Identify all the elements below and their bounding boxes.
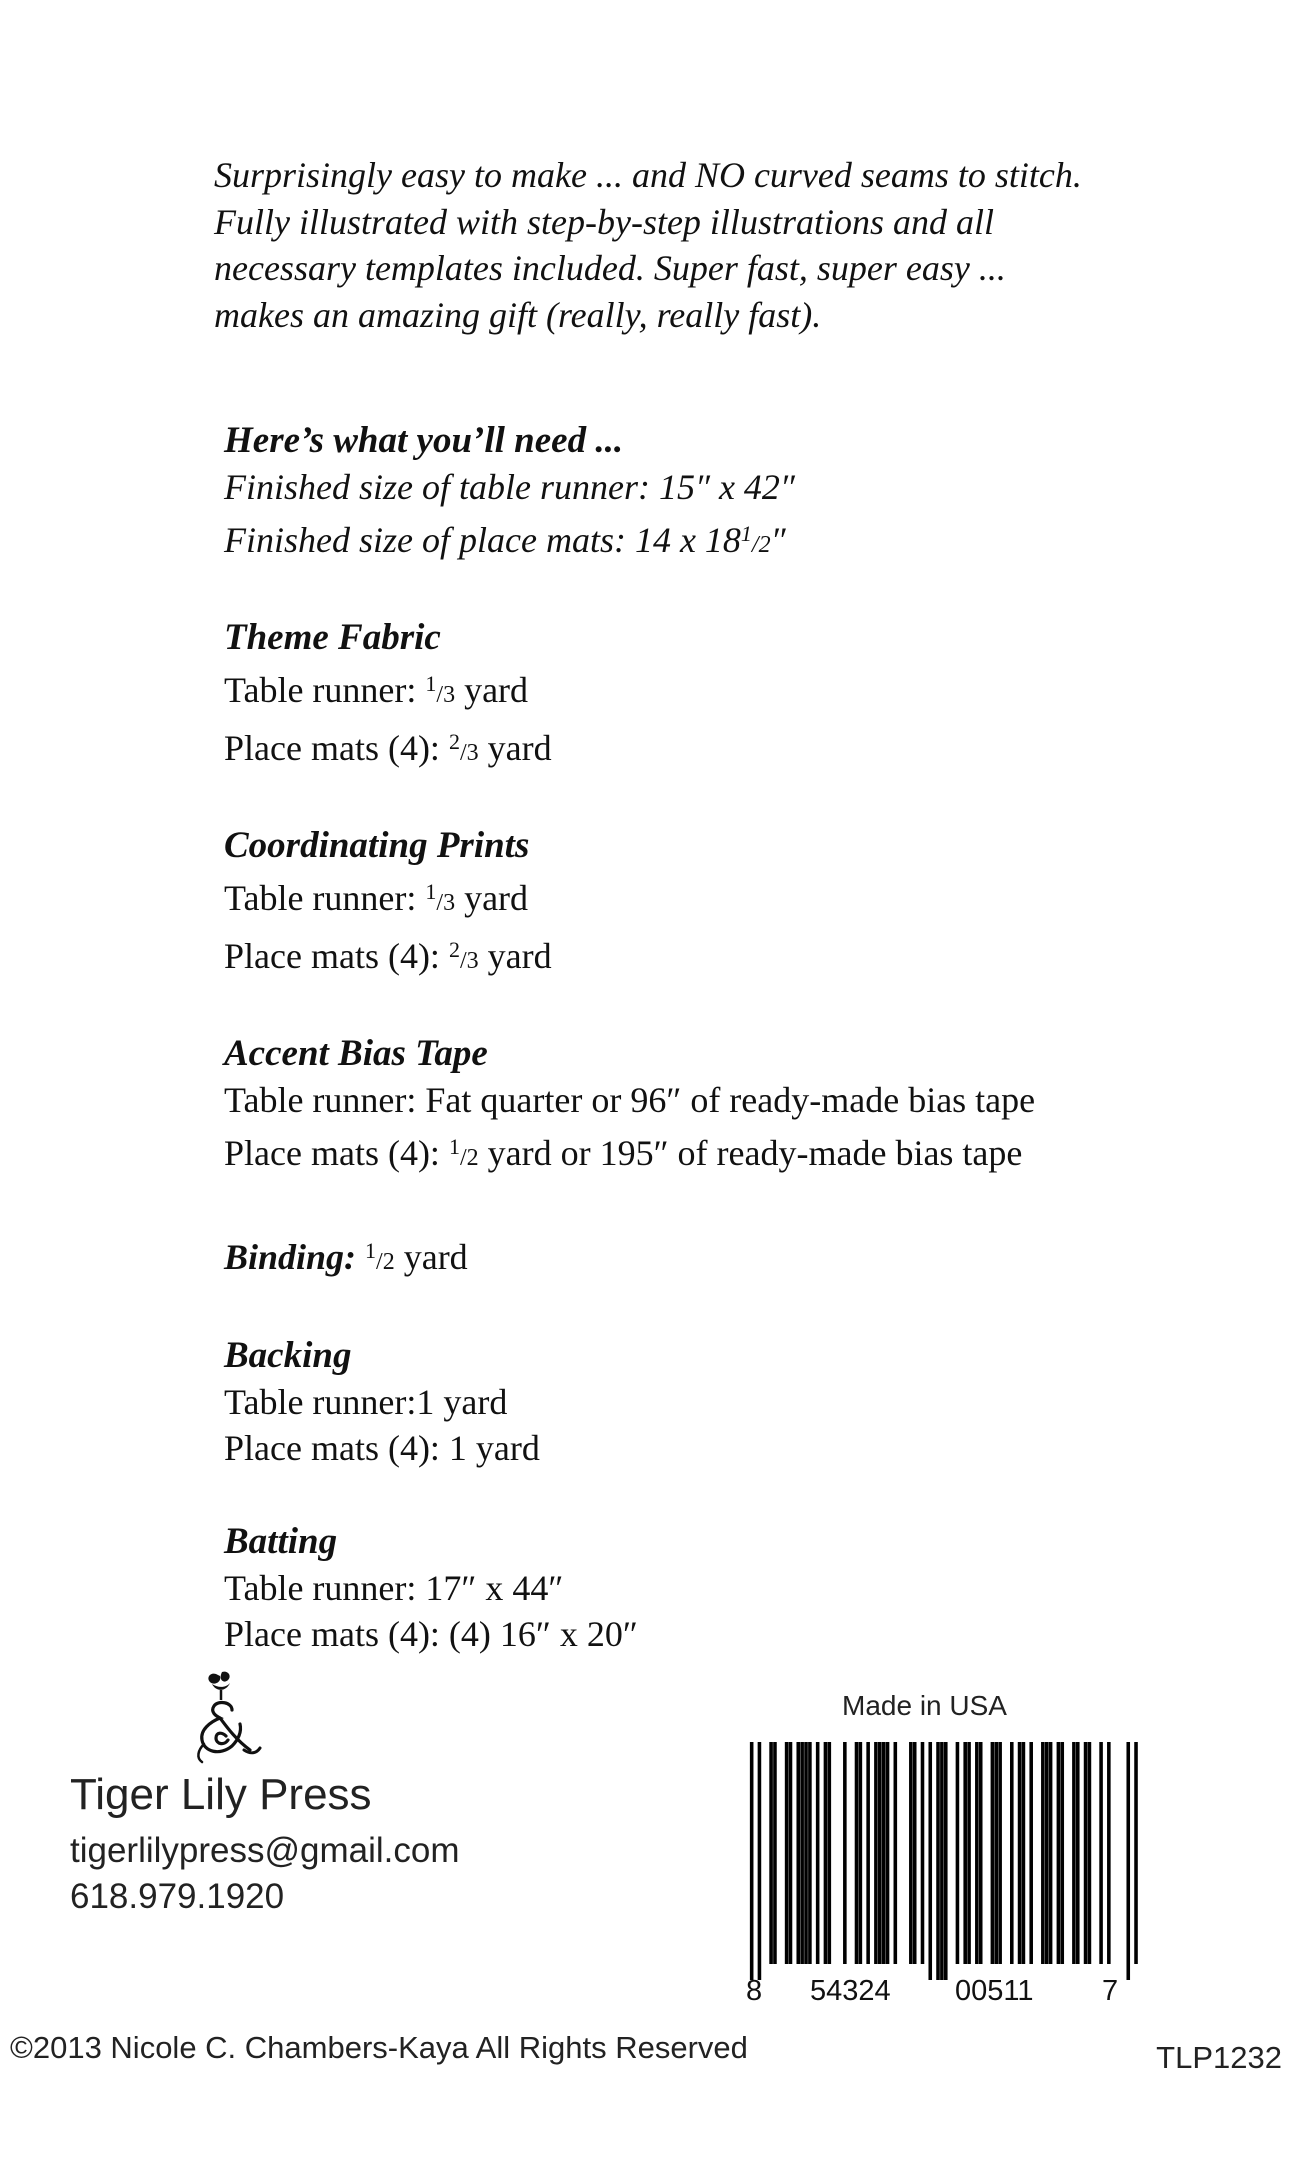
fraction-numerator: 1 xyxy=(425,671,437,696)
mats-size-text: Finished size of place mats: 14 x 18 xyxy=(224,519,741,560)
barcode-bar xyxy=(909,1742,913,1964)
barcode-bar xyxy=(866,1742,870,1964)
barcode-bar xyxy=(796,1742,800,1964)
copyright-notice: ©2013 Nicole C. Chambers-Kaya All Rights Reserved xyxy=(10,2030,748,2065)
backing-title: Backing xyxy=(224,1334,352,1376)
barcode-bar xyxy=(1099,1742,1103,1964)
amount-fraction: $^1$/2 xyxy=(365,1238,395,1275)
barcode-bar xyxy=(936,1742,940,1980)
amount-fraction: $^1$/2 xyxy=(448,1133,479,1171)
barcode-bar xyxy=(1076,1742,1080,1964)
binding-amount xyxy=(224,1228,1224,1286)
barcode-bar xyxy=(773,1742,777,1964)
barcode-bar xyxy=(1045,1742,1049,1964)
barcode-digit-group: 8 xyxy=(746,1975,763,2007)
barcode-bar xyxy=(956,1742,960,1964)
amount-unit: yard xyxy=(455,878,529,918)
mats-size-unit: ″ xyxy=(770,519,786,560)
barcode-bar xyxy=(785,1742,789,1964)
barcode-bar xyxy=(967,1742,971,1964)
barcode-bar xyxy=(1049,1742,1053,1964)
intro-line: Fully illustrated with step-by-step illustrations and all xyxy=(214,201,994,242)
amount-unit: yard xyxy=(478,935,552,976)
barcode-bar xyxy=(874,1742,878,1964)
barcode-bar xyxy=(1041,1742,1045,1964)
barcode-bar xyxy=(1107,1742,1111,1964)
barcode-bar xyxy=(808,1742,812,1964)
barcode-bar xyxy=(886,1742,890,1964)
mats-size-fraction xyxy=(740,520,771,558)
supplies-heading: Here’s what you’ll need ... xyxy=(224,420,624,461)
barcode-bar xyxy=(928,1742,932,1980)
barcode-bar xyxy=(1060,1742,1064,1964)
barcode-bar xyxy=(859,1742,863,1964)
theme-fabric-title: Theme Fabric xyxy=(224,617,441,658)
fraction-numerator: 1 xyxy=(425,879,437,904)
barcode-bar xyxy=(921,1742,925,1964)
amount-fraction: $^2$/3 xyxy=(448,728,479,766)
tiger-lily-logo-icon xyxy=(186,1670,262,1764)
fraction-numerator: 1 xyxy=(740,520,752,546)
accent-runner-amount: Table runner: Fat quarter or 96″ of ready-made bias tape xyxy=(224,1080,1036,1120)
amount-label: Table runner: xyxy=(224,670,426,710)
mats-finished-size xyxy=(224,511,1224,569)
barcode-bar xyxy=(998,1742,1002,1964)
amount-unit: yard xyxy=(394,1237,468,1277)
barcode-bar xyxy=(789,1742,793,1964)
runner-finished-size: Finished size of table runner: 15″ x 42″ xyxy=(224,467,795,507)
made-in-label: Made in USA xyxy=(842,1690,1007,1721)
fraction-denominator: 3 xyxy=(443,682,456,708)
amount-label: Place mats (4): xyxy=(224,727,449,768)
intro-line: necessary templates included. Super fast, super easy ... xyxy=(214,248,1006,288)
barcode-bar xyxy=(963,1742,967,1964)
amount-unit: yard xyxy=(455,670,529,710)
barcode-digit-group: 00511 xyxy=(955,1975,1034,2007)
amount-fraction: $^1$/3 xyxy=(425,879,456,916)
barcode-bar xyxy=(1018,1742,1022,1964)
barcode-bar xyxy=(1088,1742,1092,1964)
amount-label: Place mats (4): xyxy=(224,935,449,976)
accent-bias-tape-title: Accent Bias Tape xyxy=(224,1033,488,1074)
product-code: TLP1232 xyxy=(1156,2040,1282,2075)
fraction-slash: / xyxy=(751,531,759,558)
barcode-bar xyxy=(1057,1742,1061,1964)
barcode-bar xyxy=(991,1742,995,1964)
intro-paragraph xyxy=(214,152,1214,338)
fraction-numerator: 1 xyxy=(365,1238,377,1263)
fraction-numerator: 2 xyxy=(448,728,460,754)
barcode-bar xyxy=(804,1742,808,1964)
barcode-bar xyxy=(769,1742,773,1964)
amount-fraction: $^1$/3 xyxy=(425,671,456,708)
barcode-bar xyxy=(994,1742,998,1964)
batting-mats-amount: Place mats (4): (4) 16″ x 20″ xyxy=(224,1614,638,1654)
fraction-denominator: 2 xyxy=(466,1144,479,1171)
barcode-bar xyxy=(944,1742,948,1980)
barcode-bar xyxy=(1072,1742,1076,1964)
fraction-denominator: 3 xyxy=(466,947,479,974)
fraction-numerator: 2 xyxy=(448,936,460,962)
intro-line: makes an amazing gift (really, really fast). xyxy=(214,294,822,335)
barcode-bar xyxy=(828,1742,832,1964)
barcode-bar xyxy=(816,1742,820,1964)
fraction-denominator: 3 xyxy=(466,739,479,766)
accent-mats-amount xyxy=(224,1124,1224,1182)
amount-label: Place mats (4): xyxy=(224,1132,449,1173)
barcode-bar xyxy=(878,1742,882,1964)
barcode-bar xyxy=(1029,1742,1033,1964)
barcode-bar xyxy=(750,1742,754,1980)
barcode-bar xyxy=(882,1742,886,1964)
coordinating-mats-amount xyxy=(224,927,1224,985)
barcode-bar xyxy=(843,1742,847,1964)
barcode-digit-group: 7 xyxy=(1102,1975,1119,2007)
barcode-icon xyxy=(746,1742,1142,1982)
barcode-digits xyxy=(746,1975,1142,2011)
amount-label: Table runner: xyxy=(224,878,426,918)
backing-mats-amount: Place mats (4): 1 yard xyxy=(224,1428,540,1468)
batting-runner-amount: Table runner: 17″ x 44″ xyxy=(224,1567,564,1608)
barcode-bar xyxy=(824,1742,828,1964)
fraction-denominator: 2 xyxy=(382,1249,395,1275)
barcode-bar xyxy=(1022,1742,1026,1964)
barcode-bar xyxy=(855,1742,859,1964)
fraction-denominator: 2 xyxy=(758,531,771,558)
barcode-bar xyxy=(940,1742,944,1980)
fraction-numerator: 1 xyxy=(448,1133,460,1159)
barcode-bar xyxy=(894,1742,898,1964)
backing-runner-amount: Table runner:1 yard xyxy=(224,1381,508,1422)
barcode-bar xyxy=(1134,1742,1138,1964)
amount-unit: yard xyxy=(478,727,552,768)
barcode-bar xyxy=(758,1742,762,1980)
fraction-denominator: 3 xyxy=(443,890,456,916)
barcode-bar xyxy=(1084,1742,1088,1964)
theme-runner-amount xyxy=(224,661,1224,719)
barcode-digit-group: 54324 xyxy=(810,1975,891,2007)
coordinating-prints-title: Coordinating Prints xyxy=(224,825,530,866)
supplies-list xyxy=(224,418,1224,1658)
barcode-bar xyxy=(800,1742,804,1964)
barcode-bar xyxy=(975,1742,979,1964)
intro-line: Surprisingly easy to make ... and NO curved seams to stitch. xyxy=(214,155,1082,195)
binding-title: Binding: xyxy=(224,1237,357,1277)
amount-unit: yard or 195″ of ready-made bias tape xyxy=(478,1132,1023,1173)
barcode-bar xyxy=(1126,1742,1130,1980)
theme-mats-amount xyxy=(224,719,1224,777)
batting-title: Batting xyxy=(224,1520,338,1562)
press-email: tigerlilypress@gmail.com xyxy=(70,1831,460,1870)
coordinating-runner-amount xyxy=(224,869,1224,927)
press-phone: 618.979.1920 xyxy=(70,1877,285,1916)
press-name: Tiger Lily Press xyxy=(70,1770,372,1819)
barcode-bar xyxy=(913,1742,917,1964)
barcode-bar xyxy=(979,1742,983,1964)
barcode-bar xyxy=(1010,1742,1014,1964)
amount-fraction: $^2$/3 xyxy=(448,936,479,974)
